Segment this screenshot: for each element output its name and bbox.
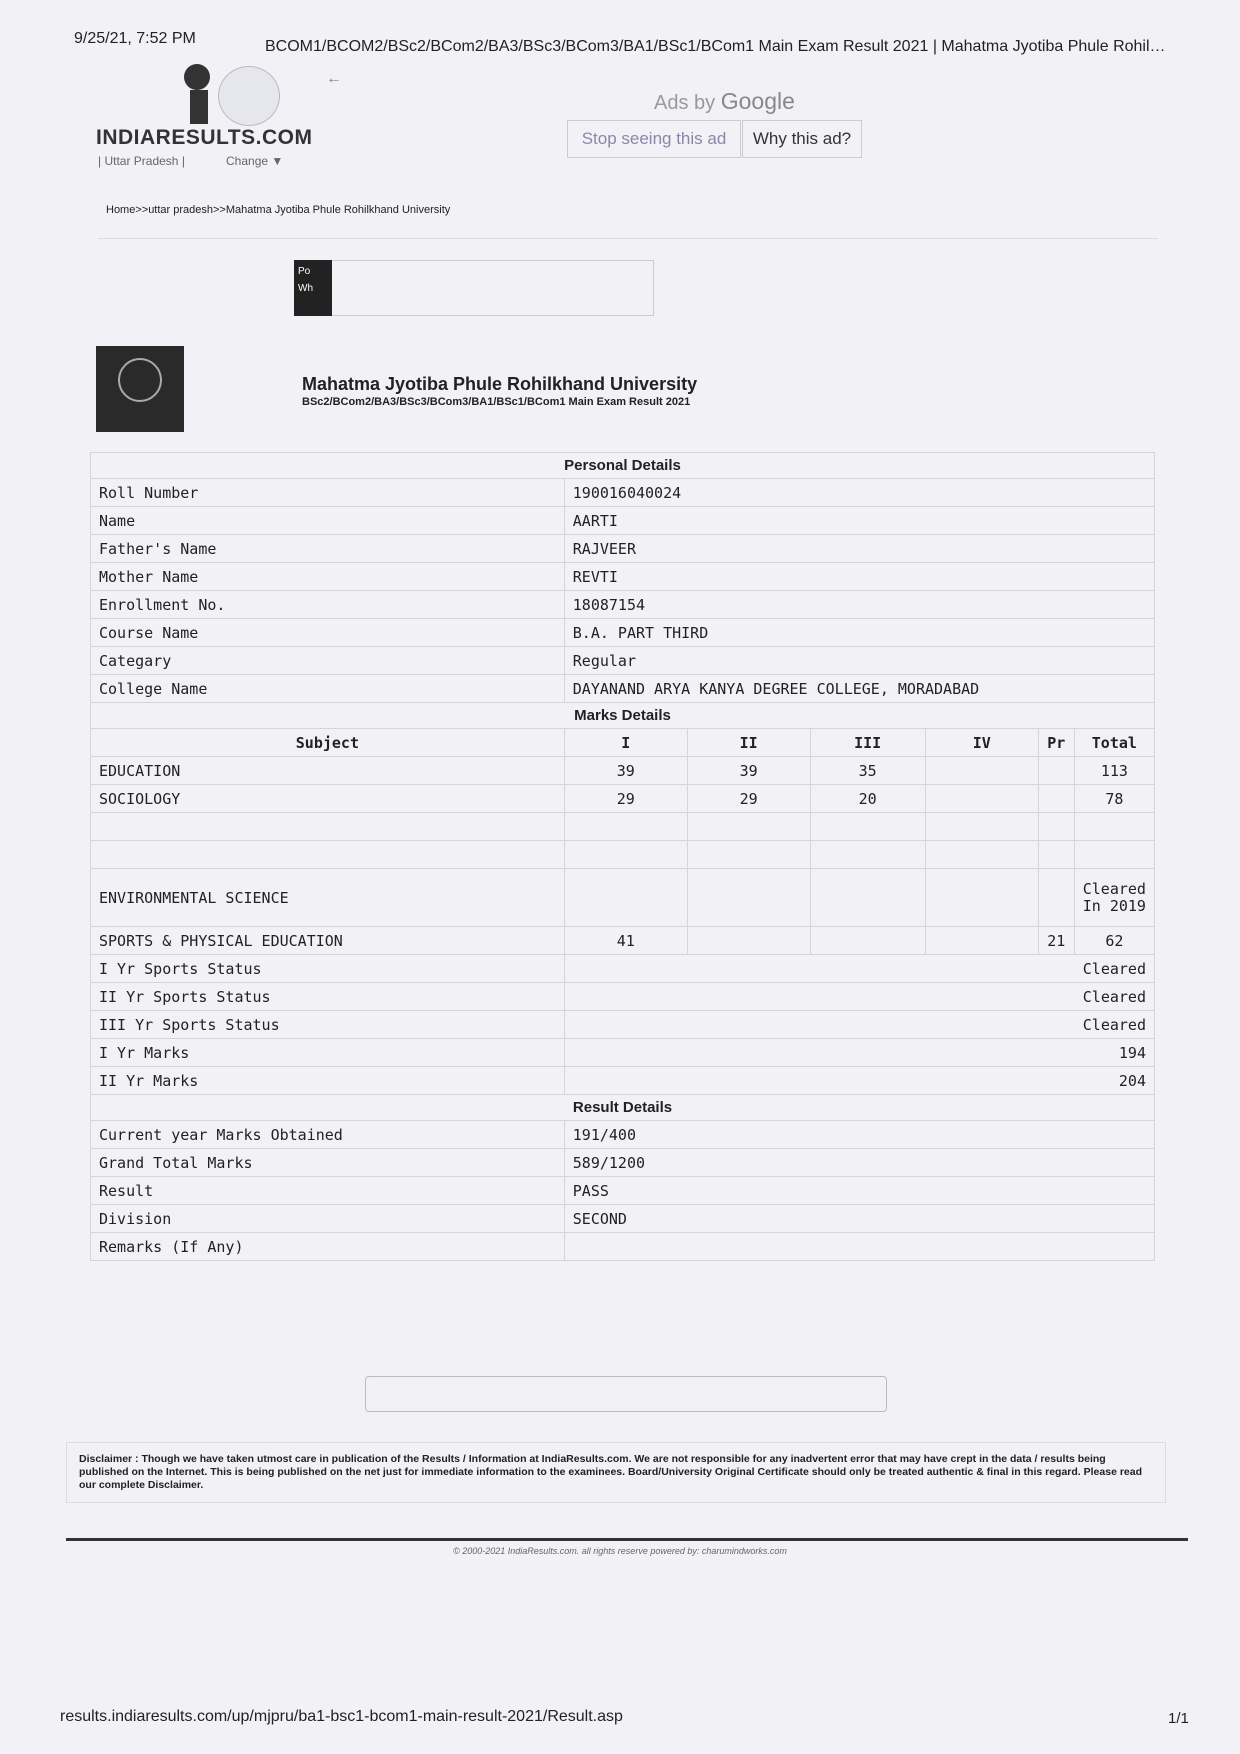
field-label: Enrollment No. <box>91 591 565 619</box>
table-row <box>91 1121 1155 1149</box>
paper-mark: 20 <box>810 785 925 813</box>
post-share-icon[interactable]: Po <box>298 266 311 277</box>
result-details-heading-row <box>91 1095 1155 1121</box>
paper-mark <box>687 927 810 955</box>
marks-column-header: IV <box>925 729 1038 757</box>
table-row <box>91 1233 1155 1261</box>
paper-mark <box>810 813 925 841</box>
field-label: Mother Name <box>91 563 565 591</box>
total-mark: 62 <box>1074 927 1154 955</box>
print-datetime: 9/25/21, 7:52 PM <box>74 30 196 47</box>
table-row <box>91 619 1155 647</box>
table-row <box>91 647 1155 675</box>
field-label: Remarks (If Any) <box>91 1233 565 1261</box>
practical-mark <box>1038 757 1074 785</box>
field-label: Name <box>91 507 565 535</box>
marks-column-header: Subject <box>91 729 565 757</box>
personal-details-heading: Personal Details <box>91 453 1155 479</box>
paper-mark: 41 <box>564 927 687 955</box>
paper-mark: 29 <box>564 785 687 813</box>
field-value: DAYANAND ARYA KANYA DEGREE COLLEGE, MORADABAD <box>564 675 1154 703</box>
paper-mark: 29 <box>687 785 810 813</box>
subject-name <box>91 841 565 869</box>
marks-details-heading: Marks Details <box>91 703 1155 729</box>
stop-seeing-ad-button[interactable]: Stop seeing this ad <box>567 120 741 158</box>
field-label: Categary <box>91 647 565 675</box>
field-value: 194 <box>564 1039 1154 1067</box>
total-mark: Cleared In 2019 <box>1074 869 1154 927</box>
marks-header-row <box>91 729 1155 757</box>
total-mark: 78 <box>1074 785 1154 813</box>
paper-mark <box>925 869 1038 927</box>
practical-mark <box>1038 841 1074 869</box>
marks-row <box>91 757 1155 785</box>
table-row <box>91 591 1155 619</box>
site-logo[interactable] <box>96 64 313 174</box>
paper-mark <box>564 813 687 841</box>
ads-by-label: Ads by <box>654 92 716 114</box>
field-value: 589/1200 <box>564 1149 1154 1177</box>
subject-name: SPORTS & PHYSICAL EDUCATION <box>91 927 565 955</box>
field-value: Cleared <box>564 1011 1154 1039</box>
paper-mark <box>925 785 1038 813</box>
marks-column-header: III <box>810 729 925 757</box>
paper-mark <box>810 841 925 869</box>
divider <box>98 238 1158 239</box>
field-value: B.A. PART THIRD <box>564 619 1154 647</box>
paper-mark: 39 <box>687 757 810 785</box>
change-state-link[interactable]: Change ▼ <box>226 154 284 168</box>
subject-name <box>91 813 565 841</box>
marks-row <box>91 841 1155 869</box>
person-logo-icon <box>170 64 216 126</box>
paper-mark <box>925 927 1038 955</box>
paper-mark <box>925 757 1038 785</box>
field-value: AARTI <box>564 507 1154 535</box>
paper-mark <box>925 841 1038 869</box>
field-value: 204 <box>564 1067 1154 1095</box>
marks-column-header: Pr <box>1038 729 1074 757</box>
breadcrumb[interactable]: Home>>uttar pradesh>>Mahatma Jyotiba Phule Rohilkhand University <box>106 204 451 216</box>
disclaimer: Disclaimer : Though we have taken utmost care in publication of the Results / Information at IndiaResults.com. We are not responsible for any inadvertent error that may have crept in the data / results being published on the Internet. This is being published on the net just for immediate information to the examinees. Board/University Original Certificate should only be treated authentic & final in this regard. Please read our complete Disclaimer. <box>66 1442 1166 1503</box>
print-page-number: 1/1 <box>1168 1710 1189 1727</box>
table-row <box>91 1011 1155 1039</box>
marks-row <box>91 869 1155 927</box>
field-value: 191/400 <box>564 1121 1154 1149</box>
table-row <box>91 1177 1155 1205</box>
field-value: SECOND <box>564 1205 1154 1233</box>
marks-column-header: I <box>564 729 687 757</box>
site-logo-text: INDIARESULTS.COM <box>96 126 313 149</box>
marks-row <box>91 813 1155 841</box>
footer-divider <box>66 1538 1188 1541</box>
print-page-title: BCOM1/BCOM2/BSc2/BCom2/BA3/BSc3/BCom3/BA1/BSc1/BCom1 Main Exam Result 2021 | Mahatma Jyotiba Phule Rohil… <box>265 38 1166 55</box>
paper-mark <box>564 869 687 927</box>
share-buttons[interactable] <box>294 260 332 316</box>
why-this-ad-button[interactable]: Why this ad? <box>742 120 862 158</box>
result-table <box>90 452 1155 1261</box>
field-value: Regular <box>564 647 1154 675</box>
marks-row <box>91 785 1155 813</box>
table-row <box>91 1149 1155 1177</box>
print-url: results.indiaresults.com/up/mjpru/ba1-bsc1-bcom1-main-result-2021/Result.asp <box>60 1708 623 1725</box>
field-label: Grand Total Marks <box>91 1149 565 1177</box>
field-label: Father's Name <box>91 535 565 563</box>
exam-subtitle: BSc2/BCom2/BA3/BSc3/BCom3/BA1/BSc1/BCom1 Main Exam Result 2021 <box>302 396 691 408</box>
table-row <box>91 1067 1155 1095</box>
field-value: RAJVEER <box>564 535 1154 563</box>
table-row <box>91 1205 1155 1233</box>
table-row <box>91 535 1155 563</box>
marks-column-header: II <box>687 729 810 757</box>
field-value: REVTI <box>564 563 1154 591</box>
paper-mark <box>810 869 925 927</box>
copyright: © 2000-2021 IndiaResults.com. all rights reserve powered by: charumindworks.com <box>453 1546 787 1556</box>
share-widget <box>294 260 654 316</box>
state-map-icon <box>218 66 280 126</box>
paper-mark: 35 <box>810 757 925 785</box>
university-seal-icon <box>96 346 184 432</box>
whatsapp-share-icon[interactable]: Wh <box>298 283 313 294</box>
back-arrow-icon[interactable]: ← <box>326 70 342 87</box>
ad-placeholder <box>365 1376 887 1412</box>
field-label: Roll Number <box>91 479 565 507</box>
subject-name: ENVIRONMENTAL SCIENCE <box>91 869 565 927</box>
marks-details-heading-row <box>91 703 1155 729</box>
state-label: | Uttar Pradesh | <box>98 154 185 168</box>
ads-by-google <box>654 88 795 115</box>
field-value: 18087154 <box>564 591 1154 619</box>
field-value: Cleared <box>564 983 1154 1011</box>
field-label: III Yr Sports Status <box>91 1011 565 1039</box>
field-label: Current year Marks Obtained <box>91 1121 565 1149</box>
field-label: I Yr Marks <box>91 1039 565 1067</box>
google-label: Google <box>720 88 795 114</box>
paper-mark: 39 <box>564 757 687 785</box>
paper-mark <box>687 813 810 841</box>
practical-mark: 21 <box>1038 927 1074 955</box>
paper-mark <box>810 927 925 955</box>
field-value: PASS <box>564 1177 1154 1205</box>
table-row <box>91 675 1155 703</box>
practical-mark <box>1038 785 1074 813</box>
university-name: Mahatma Jyotiba Phule Rohilkhand University <box>302 374 698 394</box>
total-mark: 113 <box>1074 757 1154 785</box>
field-label: II Yr Marks <box>91 1067 565 1095</box>
table-row <box>91 507 1155 535</box>
paper-mark <box>925 813 1038 841</box>
marks-column-header: Total <box>1074 729 1154 757</box>
field-label: Division <box>91 1205 565 1233</box>
total-mark <box>1074 841 1154 869</box>
paper-mark <box>687 841 810 869</box>
practical-mark <box>1038 869 1074 927</box>
field-value: Cleared <box>564 955 1154 983</box>
table-row <box>91 983 1155 1011</box>
table-row <box>91 563 1155 591</box>
practical-mark <box>1038 813 1074 841</box>
table-row <box>91 1039 1155 1067</box>
field-value <box>564 1233 1154 1261</box>
field-label: Result <box>91 1177 565 1205</box>
table-row <box>91 955 1155 983</box>
field-value: 190016040024 <box>564 479 1154 507</box>
subject-name: SOCIOLOGY <box>91 785 565 813</box>
table-row <box>91 479 1155 507</box>
paper-mark <box>687 869 810 927</box>
marks-row <box>91 927 1155 955</box>
field-label: II Yr Sports Status <box>91 983 565 1011</box>
field-label: College Name <box>91 675 565 703</box>
field-label: I Yr Sports Status <box>91 955 565 983</box>
personal-details-heading-row <box>91 453 1155 479</box>
result-details-heading: Result Details <box>91 1095 1155 1121</box>
total-mark <box>1074 813 1154 841</box>
paper-mark <box>564 841 687 869</box>
field-label: Course Name <box>91 619 565 647</box>
subject-name: EDUCATION <box>91 757 565 785</box>
